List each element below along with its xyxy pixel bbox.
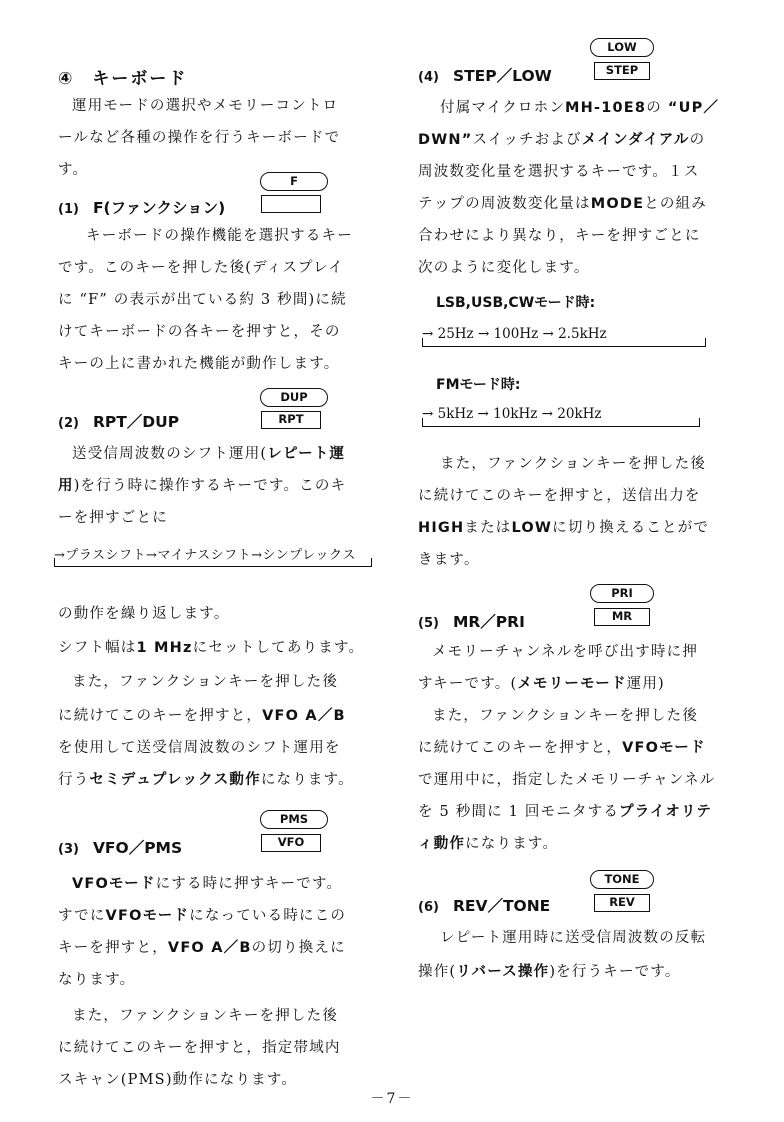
key-f (261, 195, 321, 213)
body-line: キーボードの操作機能を選択するキー (86, 228, 353, 244)
item-mr-heading (418, 610, 525, 632)
cycle-bracket (422, 418, 700, 427)
body-line: キーを押すと，VFO A／Bの切り換えに (58, 940, 346, 956)
body-line: 用)を行う時に操作するキーです。このキ (58, 478, 347, 494)
body-line: 付属マイクロホンMH-10E8の “UP／ (440, 100, 720, 116)
body-line: スキャン(PMS)動作になります。 (58, 1072, 298, 1088)
body-line: に続けてこのキーを押すと，指定帯域内 (58, 1040, 341, 1056)
item-title: VFO／PMS (92, 839, 183, 857)
body-line: メモリーチャンネルを呼び出す時に押 (432, 644, 699, 660)
cycle-bracket (422, 338, 706, 347)
item-rev-heading (418, 894, 550, 916)
item-number: (3) (58, 842, 79, 857)
section-marker: ④ (58, 69, 75, 89)
section-title-text: キーボード (92, 69, 188, 89)
key-mr: MR (594, 608, 650, 626)
item-number: (5) (418, 616, 439, 631)
body-line: また，ファンクションキーを押した後 (72, 674, 339, 690)
key-vfo-upper-label: PMS (260, 810, 328, 829)
cycle-bracket (54, 558, 372, 567)
body-line: HIGHまたはLOWに切り換えることがで (418, 520, 710, 536)
item-number: (6) (418, 900, 439, 915)
body-line: に “F” の表示が出ている約 3 秒間)に続 (58, 292, 347, 308)
body-line: また，ファンクションキーを押した後 (72, 1008, 339, 1024)
ssb-mode-label: LSB,USB,CWモード時: (436, 295, 596, 311)
item-rpt-heading (58, 410, 179, 432)
key-step-upper-label: LOW (590, 38, 654, 57)
body-line: を 5 秒間に 1 回モニタするプライオリテ (418, 804, 713, 820)
fm-step-cycle: → 5kHz → 10kHz → 20kHz (422, 406, 602, 422)
key-f-upper-label: F (260, 172, 328, 191)
key-step: STEP (594, 62, 650, 80)
body-line: の動作を繰り返します。 (58, 606, 230, 622)
body-line: キーの上に書かれた機能が動作します。 (58, 356, 340, 372)
key-rev-upper-label: TONE (590, 870, 654, 889)
body-line: レピート運用時に送受信周波数の反転 (440, 930, 707, 946)
ssb-step-cycle: → 25Hz → 100Hz → 2.5kHz (422, 326, 607, 342)
intro-line: す。 (58, 162, 89, 178)
item-title: F(ファンクション) (92, 199, 226, 217)
body-line: きます。 (418, 552, 480, 568)
item-number: (1) (58, 202, 79, 217)
body-line: ーを押すごとに (58, 510, 168, 526)
body-line: シフト幅は1 MHzにセットしてあります。 (58, 640, 365, 656)
intro-line: ールなど各種の操作を行うキーボードで (58, 130, 341, 146)
item-title: RPT／DUP (92, 413, 180, 431)
body-line: DWN”スイッチおよびメインダイアルの (418, 132, 706, 148)
body-line: また，ファンクションキーを押した後 (432, 708, 699, 724)
body-line: 送受信周波数のシフト運用(レピート運 (72, 446, 346, 462)
body-line: すでにVFOモードになっている時にこの (58, 908, 347, 924)
item-vfo-heading (58, 836, 182, 858)
key-rpt-upper-label: DUP (260, 388, 328, 407)
key-rev: REV (594, 894, 650, 912)
body-line: 操作(リバース操作)を行うキーです。 (418, 964, 681, 980)
item-title: REV／TONE (452, 897, 551, 915)
body-line: 行うセミデュプレックス動作になります。 (58, 772, 354, 788)
body-line: 周波数変化量を選択するキーです。１ス (418, 164, 700, 180)
fm-mode-label: FMモード時: (436, 377, 521, 393)
body-line: けてキーボードの各キーを押すと，その (58, 324, 341, 340)
item-title: MR／PRI (452, 613, 525, 631)
body-line: です。このキーを押した後(ディスプレイ (58, 260, 344, 276)
key-rpt: RPT (261, 411, 321, 429)
body-line: を使用して送受信周波数のシフト運用を (58, 740, 341, 756)
shift-cycle: →プラスシフト→マイナスシフト→シンプレックス (54, 548, 356, 563)
body-line: に続けてこのキーを押すと，VFOモード (418, 740, 706, 756)
body-line: で運用中に，指定したメモリーチャンネル (418, 772, 716, 788)
body-line: テップの周波数変化量はMODEとの組み (418, 196, 708, 212)
body-line: また，ファンクションキーを押した後 (440, 456, 707, 472)
body-line: すキーです。(メモリーモード運用) (418, 676, 665, 692)
item-number: (4) (418, 70, 439, 85)
intro-line: 運用モードの選択やメモリーコントロ (72, 98, 339, 114)
body-line: 次のように変化します。 (418, 260, 590, 276)
body-line: VFOモードにする時に押すキーです。 (72, 876, 343, 892)
item-f-heading (58, 196, 225, 218)
item-step-heading (418, 64, 552, 86)
key-mr-upper-label: PRI (590, 584, 654, 603)
body-line: ィ動作になります。 (418, 836, 559, 852)
key-vfo: VFO (261, 834, 321, 852)
body-line: に続けてこのキーを押すと，送信出力を (418, 488, 701, 504)
item-title: STEP／LOW (452, 67, 552, 85)
body-line: 合わせにより異なり，キーを押すごとに (418, 228, 701, 244)
body-line: に続けてこのキーを押すと，VFO A／B (58, 708, 346, 724)
body-line: なります。 (58, 972, 136, 988)
section-title (58, 64, 187, 89)
item-number: (2) (58, 416, 79, 431)
page-number: －7－ (370, 1091, 414, 1107)
